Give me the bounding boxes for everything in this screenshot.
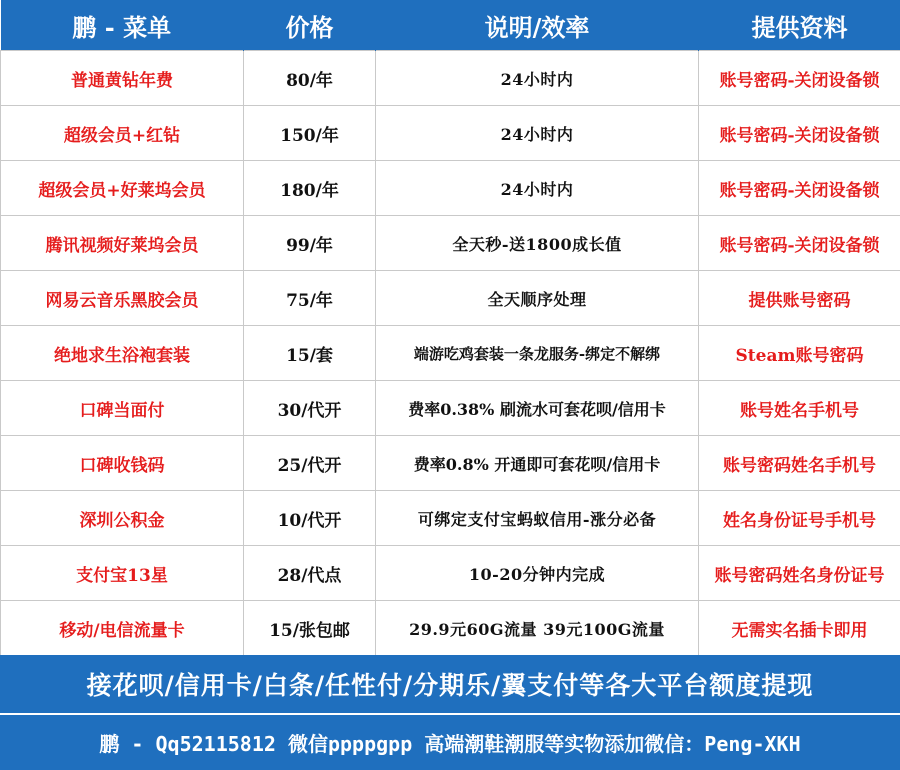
withdrawal-banner: 接花呗/信用卡/白条/任性付/分期乐/翼支付等各大平台额度提现 [0,655,900,713]
item-required-info: 账号密码-关闭设备锁 [699,51,900,106]
item-required-info: 姓名身份证号手机号 [699,491,900,546]
item-name: 绝地求生浴袍套装 [1,326,244,381]
item-description: 费率0.8% 开通即可套花呗/信用卡 [376,436,699,491]
item-description: 可绑定支付宝蚂蚁信用-涨分必备 [376,491,699,546]
item-description: 10-20分钟内完成 [376,546,699,601]
item-required-info: 账号姓名手机号 [699,381,900,436]
item-name: 口碑收钱码 [1,436,244,491]
table-row [1,326,900,381]
table-row [1,106,900,161]
item-description: 24小时内 [376,51,699,106]
table-row [1,271,900,326]
item-price: 80/年 [244,51,376,106]
item-description: 24小时内 [376,106,699,161]
item-description: 29.9元60G流量 39元100G流量 [376,601,699,656]
item-required-info: 账号密码-关闭设备锁 [699,161,900,216]
item-required-info: 账号密码-关闭设备锁 [699,106,900,161]
item-price: 75/年 [244,271,376,326]
item-price: 30/代开 [244,381,376,436]
item-price: 10/代开 [244,491,376,546]
item-required-info: 提供账号密码 [699,271,900,326]
item-name: 深圳公积金 [1,491,244,546]
item-name: 网易云音乐黑胶会员 [1,271,244,326]
table-row [1,546,900,601]
item-name: 支付宝13星 [1,546,244,601]
item-price: 180/年 [244,161,376,216]
header-price: 价格 [244,0,376,51]
item-description: 全天秒-送1800成长值 [376,216,699,271]
table-body [1,51,900,656]
item-required-info: 无需实名插卡即用 [699,601,900,656]
item-name: 普通黄钻年费 [1,51,244,106]
item-description: 全天顺序处理 [376,271,699,326]
table-row [1,601,900,656]
header-description: 说明/效率 [376,0,699,51]
item-price: 150/年 [244,106,376,161]
item-price: 99/年 [244,216,376,271]
item-name: 超级会员+红钻 [1,106,244,161]
table-row [1,491,900,546]
item-required-info: 账号密码-关闭设备锁 [699,216,900,271]
table-row [1,436,900,491]
item-required-info: 账号密码姓名身份证号 [699,546,900,601]
item-price: 28/代点 [244,546,376,601]
item-price: 25/代开 [244,436,376,491]
contact-footer: 鹏 - Qq52115812 微信ppppgpp 高端潮鞋潮服等实物添加微信：Peng-XKH [0,715,900,770]
item-price: 15/张包邮 [244,601,376,656]
table-row [1,381,900,436]
item-name: 移动/电信流量卡 [1,601,244,656]
table-row [1,161,900,216]
item-required-info: 账号密码姓名手机号 [699,436,900,491]
item-description: 24小时内 [376,161,699,216]
item-price: 15/套 [244,326,376,381]
item-description: 端游吃鸡套装一条龙服务-绑定不解绑 [376,326,699,381]
table-row [1,216,900,271]
item-name: 超级会员+好莱坞会员 [1,161,244,216]
item-required-info: Steam账号密码 [699,326,900,381]
header-menu: 鹏 - 菜单 [1,0,244,51]
table-row [1,51,900,106]
item-name: 口碑当面付 [1,381,244,436]
item-name: 腾讯视频好莱坞会员 [1,216,244,271]
item-description: 费率0.38% 刷流水可套花呗/信用卡 [376,381,699,436]
header-required-info: 提供资料 [699,0,900,51]
table-header-row [1,0,900,51]
